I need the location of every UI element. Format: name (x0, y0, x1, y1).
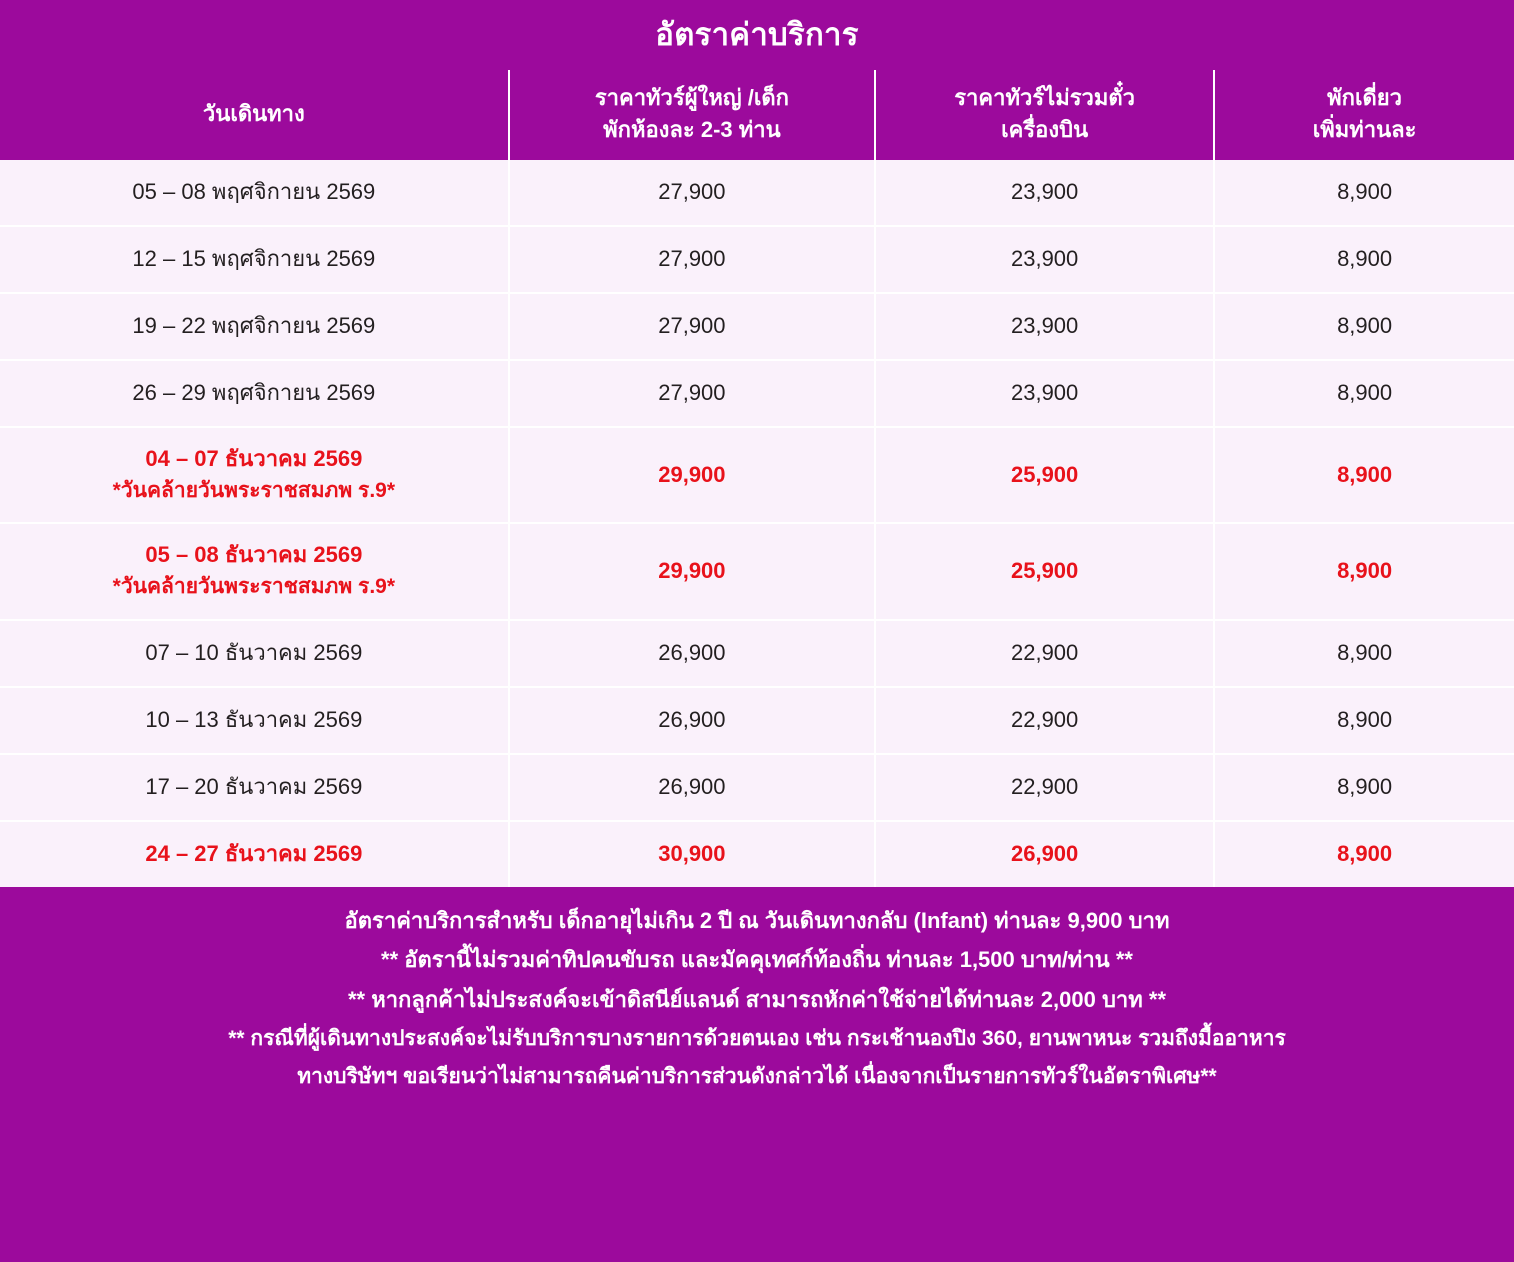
cell-travel-date (0, 620, 509, 687)
footer-notes (0, 887, 1514, 1262)
table-header (0, 70, 1514, 160)
column-header-single-supplement (1214, 70, 1514, 160)
travel-date-note: *วันคล้ายวันพระราชสมภพ ร.9* (112, 478, 396, 502)
cell-travel-date (0, 523, 509, 620)
travel-date-text: 05 – 08 ธันวาคม 2569 (145, 542, 363, 568)
cell-adult-price: 27,900 (509, 360, 875, 427)
cell-travel-date (0, 687, 509, 754)
cell-price-without-airfare: 22,900 (875, 754, 1214, 821)
page-title: อัตราค่าบริการ (0, 0, 1514, 70)
table-row (0, 523, 1514, 620)
note-disneyland-deduction: ** หากลูกค้าไม่ประสงค์จะเข้าดิสนีย์แลนด์ สามารถหักค่าใช้จ่ายได้ท่านละ 2,000 บาท ** (347, 987, 1167, 1013)
table-header-row (0, 70, 1514, 160)
travel-date-text: 17 – 20 ธันวาคม 2569 (145, 773, 363, 799)
cell-price-without-airfare: 22,900 (875, 620, 1214, 687)
table-row (0, 620, 1514, 687)
table-row (0, 821, 1514, 887)
note-infant-rate: อัตราค่าบริการสำหรับ เด็กอายุไม่เกิน 2 ปี ณ วันเดินทางกลับ (Infant) ท่านละ 9,900 บาท (344, 907, 1170, 933)
travel-date-text: 12 – 15 พฤศจิกายน 2569 (132, 245, 376, 271)
cell-single-supplement: 8,900 (1214, 754, 1514, 821)
cell-adult-price: 26,900 (509, 620, 875, 687)
cell-price-without-airfare: 26,900 (875, 821, 1214, 887)
cell-travel-date (0, 293, 509, 360)
column-header-line: พักเดี่ยว (1327, 85, 1403, 110)
column-header-line: พักห้องละ 2-3 ท่าน (603, 116, 781, 142)
travel-date-text: 19 – 22 พฤศจิกายน 2569 (132, 312, 376, 338)
cell-travel-date (0, 821, 509, 887)
column-header-line: ราคาทัวร์ผู้ใหญ่ /เด็ก (594, 85, 789, 110)
column-header-adult-child-price (509, 70, 875, 160)
cell-travel-date (0, 360, 509, 427)
table-row (0, 226, 1514, 293)
cell-adult-price: 26,900 (509, 754, 875, 821)
cell-price-without-airfare: 23,900 (875, 293, 1214, 360)
column-header-line: เครื่องบิน (1001, 116, 1089, 142)
cell-travel-date (0, 754, 509, 821)
column-header-travel-date (0, 70, 509, 160)
cell-travel-date (0, 427, 509, 524)
cell-travel-date (0, 160, 509, 226)
cell-price-without-airfare: 23,900 (875, 160, 1214, 226)
table-row (0, 754, 1514, 821)
column-header-line: ราคาทัวร์ไม่รวมตั๋ว (954, 85, 1136, 110)
cell-single-supplement: 8,900 (1214, 523, 1514, 620)
cell-single-supplement: 8,900 (1214, 360, 1514, 427)
column-header-line: เพิ่มท่านละ (1312, 116, 1417, 142)
cell-adult-price: 27,900 (509, 226, 875, 293)
column-header-line: วันเดินทาง (202, 100, 305, 126)
cell-price-without-airfare: 23,900 (875, 360, 1214, 427)
table-body (0, 160, 1514, 887)
cell-single-supplement: 8,900 (1214, 160, 1514, 226)
cell-single-supplement: 8,900 (1214, 226, 1514, 293)
cell-adult-price: 30,900 (509, 821, 875, 887)
cell-single-supplement: 8,900 (1214, 620, 1514, 687)
cell-price-without-airfare: 25,900 (875, 523, 1214, 620)
column-header-price-without-airfare (875, 70, 1214, 160)
cell-price-without-airfare: 25,900 (875, 427, 1214, 524)
travel-date-text: 10 – 13 ธันวาคม 2569 (145, 706, 363, 732)
cell-adult-price: 27,900 (509, 293, 875, 360)
table-row (0, 427, 1514, 524)
cell-adult-price: 29,900 (509, 523, 875, 620)
cell-single-supplement: 8,900 (1214, 687, 1514, 754)
travel-date-text: 04 – 07 ธันวาคม 2569 (145, 445, 363, 471)
cell-single-supplement: 8,900 (1214, 427, 1514, 524)
cell-single-supplement: 8,900 (1214, 821, 1514, 887)
travel-date-text: 26 – 29 พฤศจิกายน 2569 (132, 379, 376, 405)
cell-price-without-airfare: 23,900 (875, 226, 1214, 293)
travel-date-text: 05 – 08 พฤศจิกายน 2569 (132, 178, 376, 204)
cell-travel-date (0, 226, 509, 293)
cell-single-supplement: 8,900 (1214, 293, 1514, 360)
travel-date-text: 24 – 27 ธันวาคม 2569 (145, 840, 363, 866)
rates-table (0, 70, 1514, 887)
travel-date-text: 07 – 10 ธันวาคม 2569 (145, 639, 363, 665)
cell-adult-price: 27,900 (509, 160, 875, 226)
cell-adult-price: 29,900 (509, 427, 875, 524)
table-row (0, 687, 1514, 754)
note-tips-not-included: ** อัตรานี้ไม่รวมค่าทิปคนขับรถ และมัคคุเทศก์ท้องถิ่น ท่านละ 1,500 บาท/ท่าน ** (381, 947, 1133, 973)
table-row (0, 160, 1514, 226)
note-no-refund-line1: ** กรณีที่ผู้เดินทางประสงค์จะไม่รับบริการบางรายการด้วยตนเอง เช่น กระเช้านองปิง 360, ยานพาหนะ รวมถึงมื้ออาหาร (228, 1026, 1286, 1050)
table-row (0, 293, 1514, 360)
cell-price-without-airfare: 22,900 (875, 687, 1214, 754)
cell-adult-price: 26,900 (509, 687, 875, 754)
note-no-refund-line2: ทางบริษัทฯ ขอเรียนว่าไม่สามารถคืนค่าบริการส่วนดังกล่าวได้ เนื่องจากเป็นรายการทัวร์ในอัตราพิเศษ** (297, 1064, 1217, 1088)
travel-date-note: *วันคล้ายวันพระราชสมภพ ร.9* (112, 575, 396, 599)
table-row (0, 360, 1514, 427)
